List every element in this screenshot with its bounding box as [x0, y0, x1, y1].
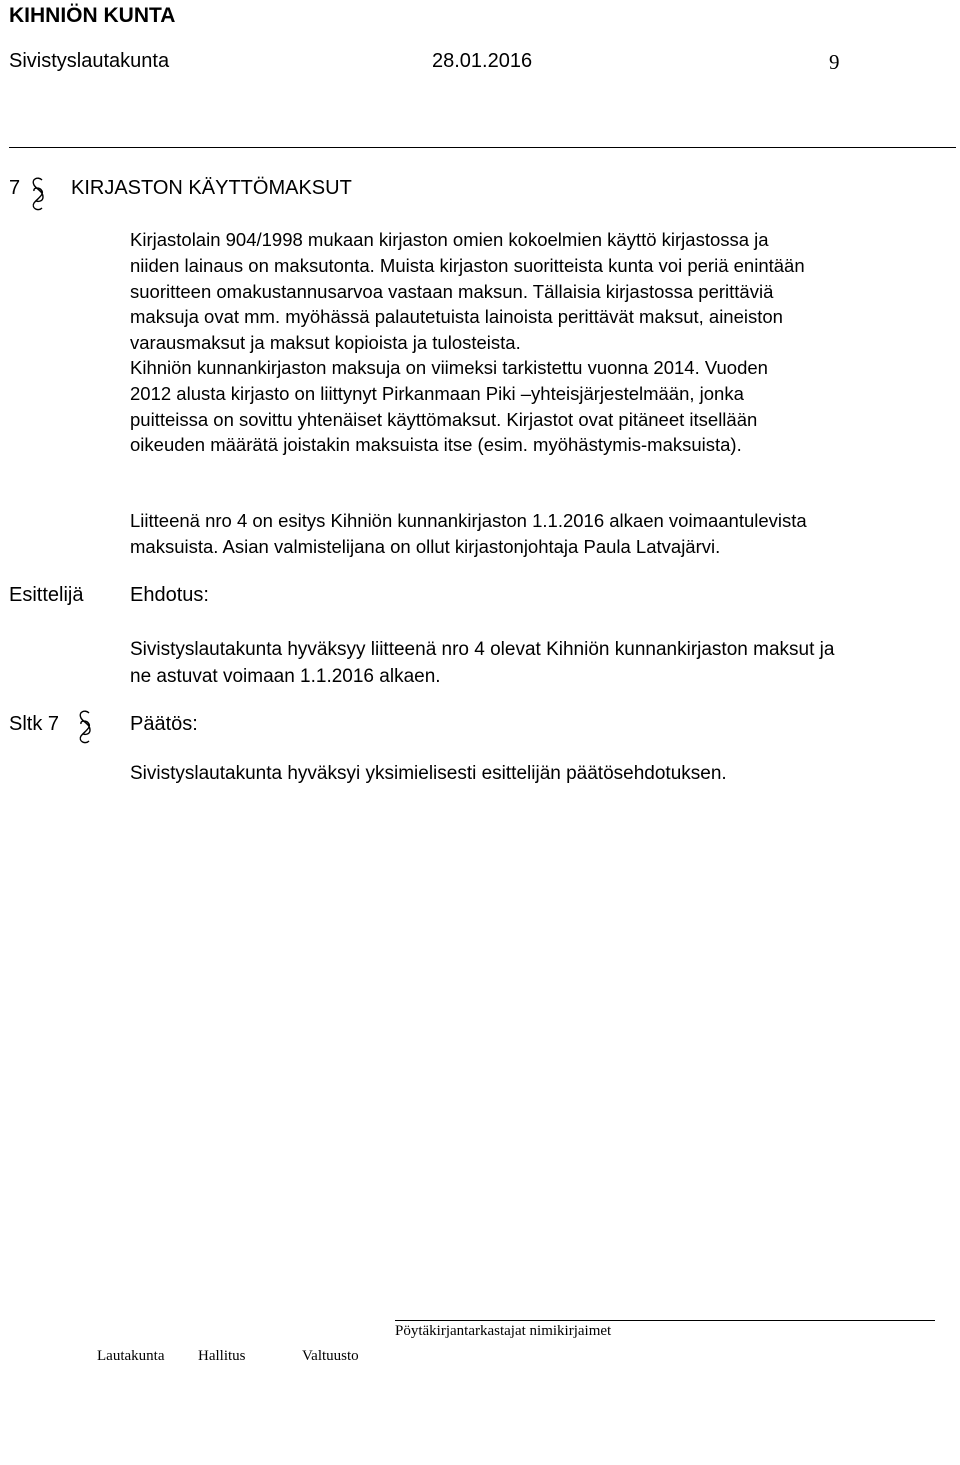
paragraph-attachment [130, 508, 960, 560]
decision-text: Sivistyslautakunta hyväksyi yksimielisesti esittelijän päätösehdotuksen. [130, 763, 727, 784]
paragraph-line: varausmaksut ja maksut kopioista ja tulosteista. [130, 332, 521, 354]
header-divider [9, 147, 956, 148]
paragraph-fee-review [130, 355, 960, 458]
section-number: 7 [9, 177, 21, 199]
meeting-date: 28.01.2016 [432, 50, 533, 72]
paragraph-line: niiden lainaus on maksutonta. Muista kirjaston suoritteista kunta voi periä enintään [130, 254, 805, 276]
section-sign-icon [75, 710, 95, 744]
signatures-label: Pöytäkirjantarkastajat nimikirjaimet [395, 1323, 612, 1339]
paragraph-line: Liitteenä nro 4 on esitys Kihniön kunnankirjaston 1.1.2016 alkaen voimaantulevista [130, 510, 807, 531]
paragraph-line: puitteissa on sovittu yhtenäiset käyttömaksut. Kirjastot ovat pitäneet itsellään [130, 408, 758, 430]
section-sign-icon [28, 177, 48, 211]
paragraph-line: maksuja ovat mm. myöhässä palautetuista lainoista perittävät maksut, aineiston [130, 306, 783, 328]
proposal-line: Sivistyslautakunta hyväksyy liitteenä nro 4 olevat Kihniön kunnankirjaston maksut ja [130, 639, 835, 660]
proposal-label: Ehdotus: [130, 584, 209, 606]
footer-body-government: Hallitus [198, 1348, 246, 1364]
paragraph-line: Kihniön kunnankirjaston maksuja on viimeksi tarkistettu vuonna 2014. Vuoden [130, 357, 768, 378]
paragraph-line: Kirjastolain 904/1998 mukaan kirjaston omien kokoelmien käyttö kirjastossa ja [130, 229, 769, 250]
presenter-label: Esittelijä [9, 584, 84, 606]
committee-name: Sivistyslautakunta [9, 50, 170, 72]
decision-label: Päätös: [130, 713, 198, 735]
organization-name: KIHNIÖN KUNTA [9, 4, 176, 27]
footer-divider [395, 1320, 935, 1321]
page-number: 9 [829, 50, 840, 74]
paragraph-line: oikeuden määrätä joistakin maksuista itse (esim. myöhästymis-maksuista). [130, 434, 742, 456]
proposal-text [130, 636, 960, 690]
paragraph-library-law [130, 227, 960, 356]
section-title: KIRJASTON KÄYTTÖMAKSUT [71, 177, 352, 199]
paragraph-line: suoritteen omakustannusarvoa vastaan maksun. Tällaisia kirjastossa perittäviä [130, 280, 774, 302]
proposal-line: ne astuvat voimaan 1.1.2016 alkaen. [130, 666, 441, 687]
footer-body-board: Lautakunta [97, 1348, 165, 1364]
footer-body-council: Valtuusto [302, 1348, 359, 1364]
paragraph-line: maksuista. Asian valmistelijana on ollut kirjastonjohtaja Paula Latvajärvi. [130, 535, 721, 557]
decision-reference: Sltk 7 [9, 713, 60, 735]
paragraph-line: 2012 alusta kirjasto on liittynyt Pirkanmaan Piki –yhteisjärjestelmään, jonka [130, 382, 744, 404]
